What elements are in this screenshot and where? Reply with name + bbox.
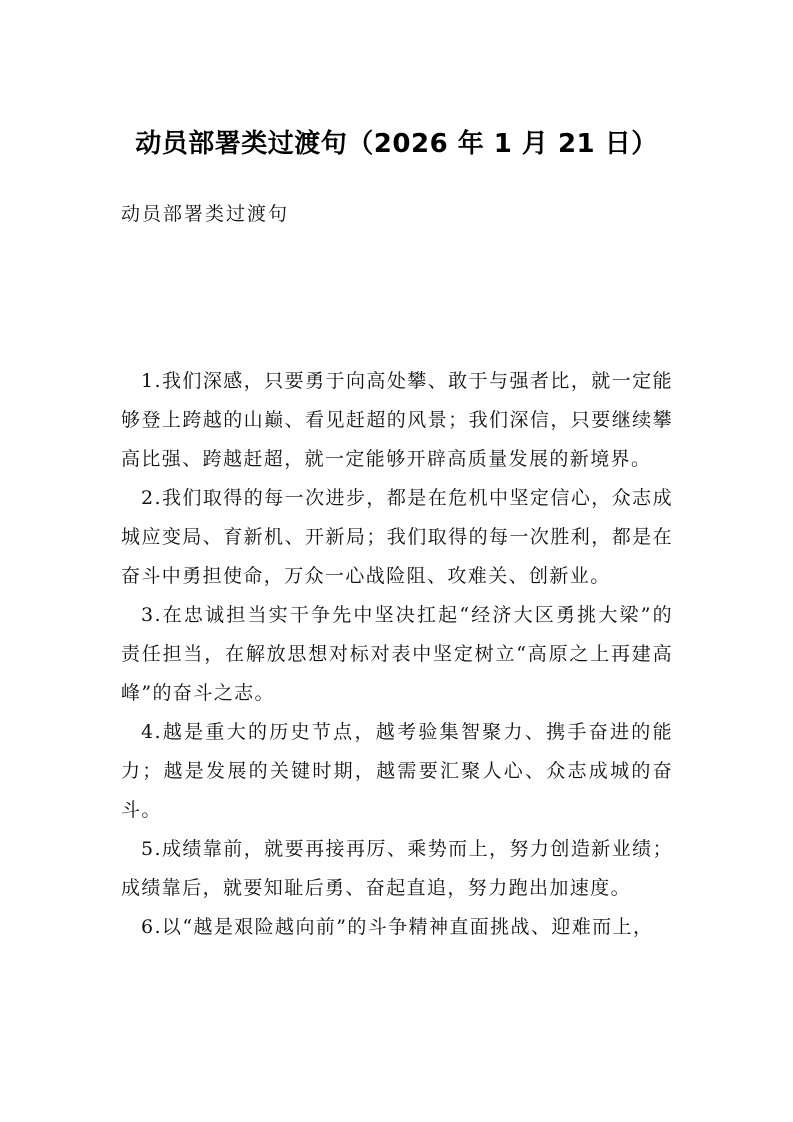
paragraph-2: 2.我们取得的每一次进步，都是在危机中坚定信心，众志成城应变局、育新机、开新局；我们取得的每一次胜利，都是在奋斗中勇担使命，万众一心战险阻、攻难关、创新业。 bbox=[121, 487, 673, 587]
paragraph-6: 6.以“越是艰险越向前”的斗争精神直面挑战、迎难而上， bbox=[141, 916, 654, 938]
paragraph-4: 4.越是重大的历史节点，越考验集智聚力、携手奋进的能力；越是发展的关键时期，越需要汇聚人心、众志成城的奋斗。 bbox=[121, 721, 673, 821]
document-body bbox=[121, 362, 673, 947]
paragraph-1: 1.我们深感，只要勇于向高处攀、敢于与强者比，就一定能够登上跨越的山巅、看见赶超的风景；我们深信，只要继续攀高比强、跨越赶超，就一定能够开辟高质量发展的新境界。 bbox=[121, 370, 673, 470]
document-subtitle: 动员部署类过渡句 bbox=[121, 203, 290, 225]
paragraph-5: 5.成绩靠前，就要再接再厉、乘势而上，努力创造新业绩；成绩靠后，就要知耻后勇、奋起直追，努力跑出加速度。 bbox=[121, 838, 673, 899]
paragraph-3: 3.在忠诚担当实干争先中坚决扛起“经济大区勇挑大梁”的责任担当，在解放思想对标对表中坚定树立“高原之上再建高峰”的奋斗之志。 bbox=[121, 604, 673, 704]
document-title: 动员部署类过渡句（2026 年 1 月 21 日） bbox=[135, 129, 658, 159]
